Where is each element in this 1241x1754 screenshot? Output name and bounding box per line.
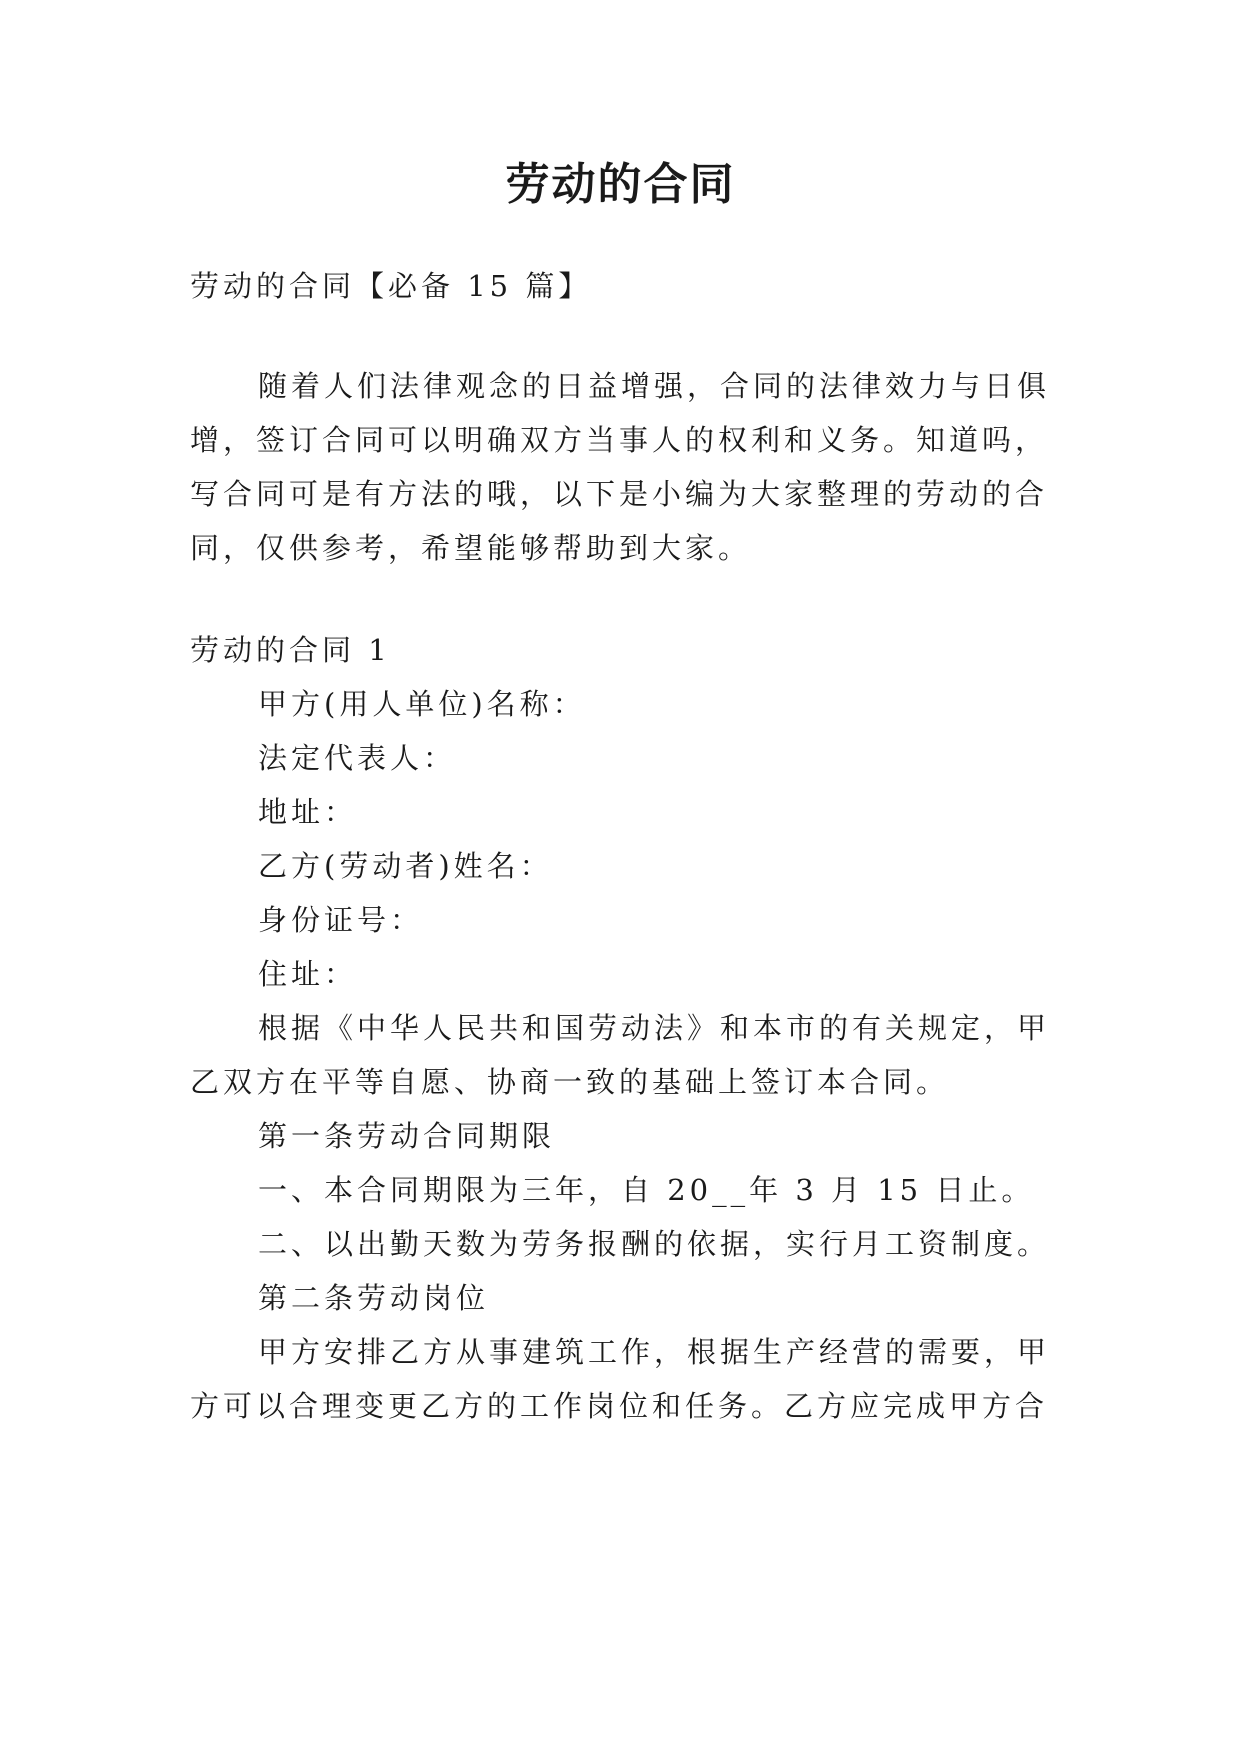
intro-line: 同，仅供参考，希望能够帮助到大家。 <box>190 531 752 565</box>
article-item: 二、以出勤天数为劳务报酬的依据，实行月工资制度。 <box>258 1227 1051 1261</box>
field-line: 住址： <box>258 957 358 991</box>
document-title: 劳动的合同 <box>505 159 736 210</box>
field-line: 乙方(劳动者)姓名： <box>258 849 553 883</box>
field-line: 身份证号： <box>258 903 424 937</box>
intro-line: 写合同可是有方法的哦，以下是小编为大家整理的劳动的合 <box>190 477 1049 511</box>
field-line: 地址： <box>258 795 358 829</box>
article-body-line: 方可以合理变更乙方的工作岗位和任务。乙方应完成甲方合 <box>190 1389 1049 1423</box>
article-item: 一、本合同期限为三年，自 20__年 3 月 15 日止。 <box>258 1173 1035 1207</box>
basis-line: 乙双方在平等自愿、协商一致的基础上签订本合同。 <box>190 1065 950 1099</box>
section-heading: 劳动的合同 1 <box>190 633 391 667</box>
basis-line: 根据《中华人民共和国劳动法》和本市的有关规定，甲 <box>258 1011 1051 1045</box>
intro-line: 随着人们法律观念的日益增强，合同的法律效力与日俱 <box>258 369 1051 403</box>
field-line: 甲方(用人单位)名称： <box>258 687 586 721</box>
article-heading: 第一条劳动合同期限 <box>258 1119 556 1153</box>
field-line: 法定代表人： <box>258 741 457 775</box>
article-heading: 第二条劳动岗位 <box>258 1281 490 1315</box>
intro-line: 增，签订合同可以明确双方当事人的权利和义务。知道吗， <box>190 423 1049 457</box>
document-subtitle: 劳动的合同【必备 15 篇】 <box>190 269 592 303</box>
article-body-line: 甲方安排乙方从事建筑工作，根据生产经营的需要，甲 <box>258 1335 1051 1369</box>
